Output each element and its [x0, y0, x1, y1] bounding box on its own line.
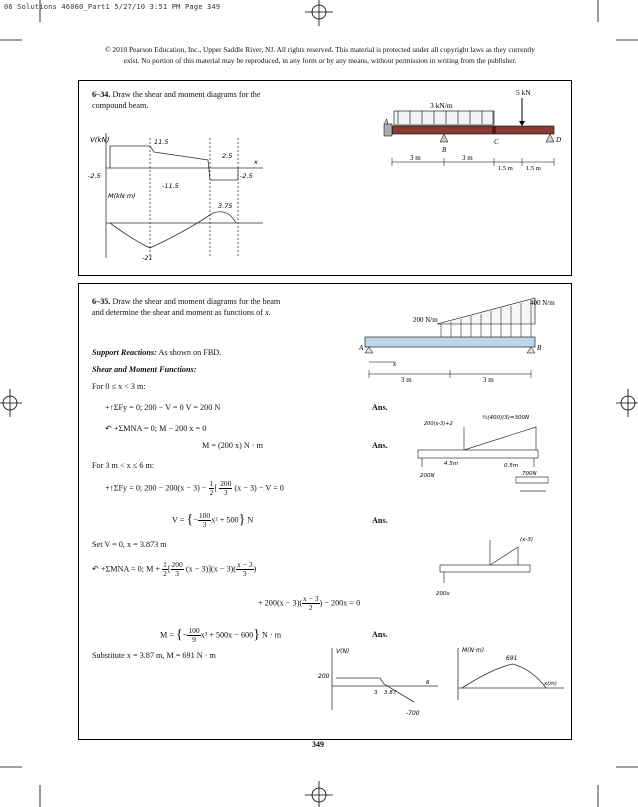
eq-4-frac-2: $\frac{200}{3}$ — [220, 479, 232, 497]
v-x-b: 3.87 — [384, 690, 397, 696]
beam-635 — [365, 337, 535, 347]
support-b-635 — [527, 347, 535, 353]
problem-635-statement — [92, 297, 342, 318]
range-2: For 3 m < x ≤ 6 m: — [92, 461, 155, 470]
eq-6-mid: (x − 3) — [185, 564, 209, 574]
eq-5-pre: V = — [172, 515, 185, 525]
sketch-m-label: M(kN·m) — [108, 192, 136, 200]
problem-634-text-2: compound beam. — [92, 100, 149, 110]
eq-6: ↶ +ΣMNA = 0; M + $\frac{1}{2}$ [ $\frac{200}{3}$ (x − 3)](x − 3)( $\frac{x - 3}{3}$ ) — [92, 560, 257, 578]
fbd-m-top: (x-3) — [520, 537, 534, 543]
eq-5-ans: Ans. — [372, 516, 388, 525]
fbd-d1: 4.5m — [444, 461, 459, 467]
sketch-v5: -11.5 — [162, 182, 179, 190]
eq-3: M = (200 x) N · m — [202, 441, 264, 450]
fbd-r-left: 200N — [420, 473, 435, 479]
eq-7-post: − 200x = 0 — [324, 598, 361, 608]
eq-8: M = {− $\frac{100}{9}$ x³ + 500x − 600} N · m — [160, 626, 282, 644]
dim-2: 3 m — [462, 154, 473, 162]
dim-1: 3 m — [410, 154, 421, 162]
sketch-x-label: x — [254, 158, 258, 166]
point-load-label: 5 kN — [516, 88, 531, 97]
set-v-line: Set V = 0, x = 3.873 m — [92, 540, 167, 549]
sketch-v1: 11.5 — [154, 138, 169, 146]
sketch-v-label: V(kN) — [90, 136, 110, 144]
copyright-line-2: exist. No portion of this material may be reproduced, in any form or by any means, without permission in writing from the publisher. — [123, 56, 517, 65]
problem-635-text-2: and determine the shear and moment as functions of — [92, 307, 266, 317]
shear-heading — [92, 365, 196, 374]
eq-8-ans: Ans. — [372, 630, 388, 639]
support-reactions-line — [92, 348, 221, 357]
support-a-635 — [365, 347, 373, 353]
eq-5-post: N — [247, 515, 254, 525]
m-sketch-label: M(N·m) — [462, 647, 485, 654]
triangular-load — [437, 298, 535, 324]
eq-8-pre: M = — [160, 630, 174, 640]
v-x-a: 3 — [374, 690, 378, 696]
support-b — [440, 134, 448, 142]
problem-634-statement — [92, 90, 322, 111]
dim-635-2: 3 m — [483, 376, 494, 384]
problem-635-text-var: x — [265, 307, 269, 317]
v-sketch-neg: -700 — [406, 710, 420, 717]
problem-634-text-1: Draw the shear and moment diagrams for the — [112, 90, 261, 99]
fbd-d2: 0.5m — [504, 463, 519, 469]
sketch-v2: 2.5 — [222, 152, 233, 160]
eq-2: ↶ +ΣMNA = 0; M − 200 x = 0 — [105, 424, 207, 433]
fbd-small-note: 200x — [436, 591, 450, 597]
substitute-line: Substitute x = 3.87 m, M = 691 N · m — [92, 651, 216, 660]
fbd-load-note: ½(400)(3)=300N — [482, 415, 530, 421]
sketch-v3: -2.5 — [88, 172, 101, 180]
dim-3: 1.5 m — [498, 165, 513, 172]
support-heading: Support Reactions: — [92, 348, 157, 357]
label-b: B — [442, 146, 447, 154]
beam — [392, 126, 554, 134]
v-sketch-label: V(N) — [336, 648, 350, 655]
beam-635-figure — [355, 290, 565, 390]
shear-heading-text: Shear and Moment Functions: — [92, 365, 197, 374]
v-x-c: 6 — [426, 680, 430, 686]
eq-5: V = {− $\frac{100}{3}$ x² + 500} N — [172, 511, 254, 529]
problem-635-text-end: . — [268, 307, 271, 317]
eq-4-pre: +↑ΣFy = 0; 200 − 200(x − 3) − — [105, 483, 207, 493]
support-d — [546, 134, 554, 142]
label-d: D — [556, 136, 562, 144]
file-header: 06 Solutions 46060_Part1 5/27/10 3:51 PM Page 349 — [4, 3, 221, 11]
copyright-line-1: © 2010 Pearson Education, Inc., Upper Saddle River, NJ. All rights reserved. This material is protected under all copyright laws as they currently — [104, 45, 536, 54]
eq-4: +↑ΣFy = 0; 200 − 200(x − 3) − $\frac{1}{2}$ [ $\frac{200}{3}$ (x − 3) − V = 0 — [105, 479, 284, 497]
sketch-m2: -21 — [142, 254, 153, 262]
problem-635-text-1: Draw the shear and moment diagrams for the beam — [112, 297, 281, 306]
m-x-axis: x(m) — [544, 681, 557, 687]
eq-5-frac: $\frac{100}{3}$ — [198, 511, 211, 529]
fbd-r-right: 700N — [522, 471, 537, 477]
problem-634-number: 6–34. — [92, 90, 111, 99]
label-b-635: B — [537, 344, 542, 352]
hinge-c — [492, 126, 496, 134]
label-a-635: A — [359, 344, 364, 352]
eq-8-post: N · m — [262, 630, 282, 640]
page-number: 349 — [312, 740, 324, 749]
sketch-634-diagrams — [88, 128, 278, 268]
distributed-load-block — [394, 111, 494, 125]
vm-sketches — [318, 640, 570, 720]
eq-7-pre: + 200(x − 3) — [258, 598, 300, 608]
m-sketch-peak: 691 — [506, 655, 518, 662]
fbd-load-note-2: 200(x-3)+2 — [424, 421, 453, 427]
sketch-v4: -2.5 — [240, 172, 253, 180]
problem-635-number: 6–35. — [92, 297, 111, 306]
eq-1-ans: Ans. — [372, 403, 388, 412]
eq-4-post: (x − 3) − V = 0 — [234, 483, 284, 493]
label-a: A — [384, 118, 389, 126]
copyright-notice — [40, 44, 600, 66]
v-sketch-val: 200 — [318, 673, 330, 680]
eq-6-pre: ↶ +ΣMNA = 0; M + — [92, 564, 161, 574]
eq-7: + 200(x − 3)( $\frac{x - 3}{2}$ ) − 200x = 0 — [258, 594, 361, 612]
eq-4-frac: $\frac{1}{2}$ — [209, 479, 214, 497]
distributed-load-label: 3 kN/m — [430, 101, 453, 110]
load-right-label: 400 N/m — [530, 299, 555, 307]
compound-beam-figure — [372, 86, 572, 176]
dim-4: 1.5 m — [526, 165, 541, 172]
support-text: As shown on FBD. — [158, 348, 222, 357]
label-c: C — [494, 138, 499, 146]
range-1: For 0 ≤ x < 3 m: — [92, 382, 146, 391]
load-left-label: 200 N/m — [413, 316, 438, 324]
eq-3-ans: Ans. — [372, 441, 388, 450]
x-label-635: x — [393, 360, 397, 368]
sketch-m1: 3.75 — [218, 202, 233, 210]
dim-635-1: 3 m — [401, 376, 412, 384]
fbd-sketches — [410, 405, 570, 625]
eq-1: +↑ΣFy = 0; 200 − V = 0 V = 200 N — [105, 403, 221, 412]
